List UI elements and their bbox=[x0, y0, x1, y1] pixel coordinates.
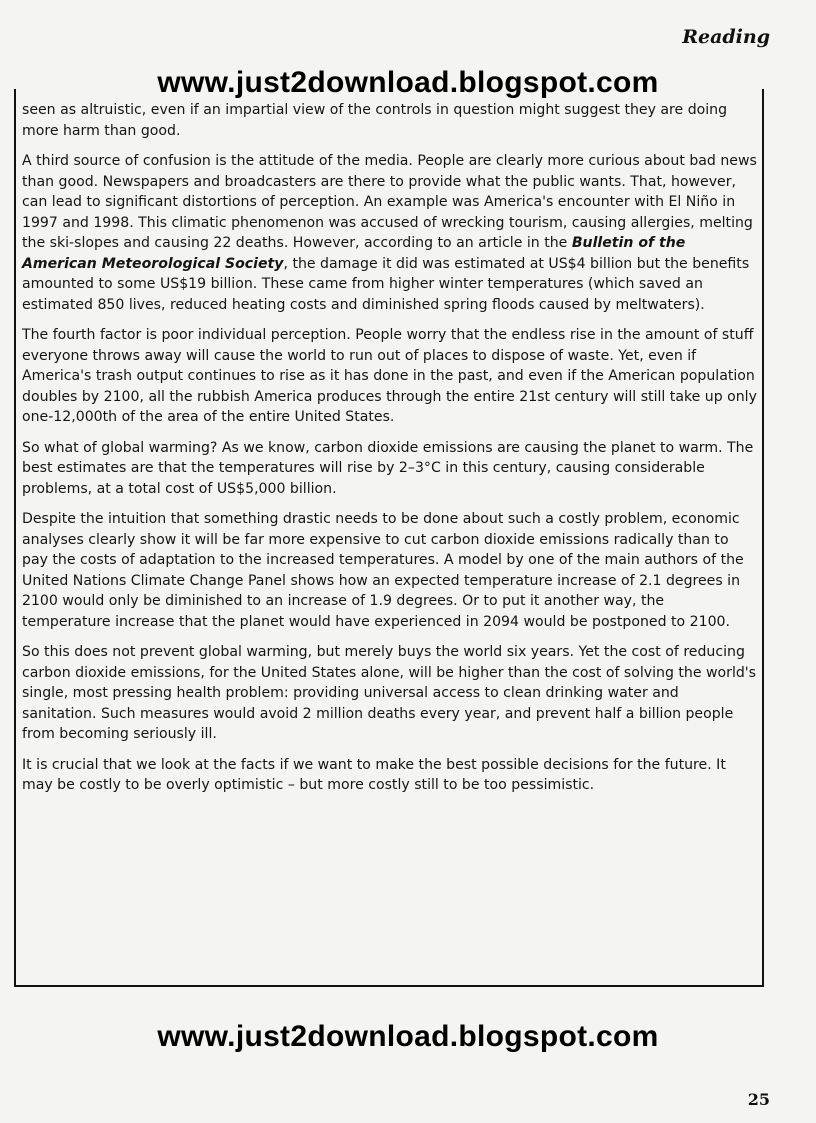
section-label: Reading bbox=[682, 26, 770, 48]
paragraph-6: So this does not prevent global warming, but merely buys the world six years. Yet the cost of reducing carbon dioxide emissions, for the United States alone, will be higher than the cost of solving the world's single, most pressing health problem: providing universal access to clean drinking water and sanitation. Such measures would avoid 2 million deaths every year, and prevent half a billion people from becoming seriously ill. bbox=[22, 644, 757, 742]
paragraph-2 bbox=[22, 151, 757, 315]
paragraph-2-text-a: A third source of confusion is the attitude of the media. People are clearly more curious about bad news than good. Newspapers and broadcasters are there to provide what the public wants. That, however, can lead to significant distortions of perception. An example was America's encounter with El Niño in 1997 and 1998. This climatic phenomenon was accused of wrecking tourism, causing allergies, melting the ski-slopes and causing 22 deaths. However, according to an article in the bbox=[22, 153, 757, 251]
paragraph-3: The fourth factor is poor individual perception. People worry that the endless rise in the amount of stuff everyone throws away will cause the world to run out of places to dispose of waste. Yet, even if America's trash output continues to rise as it has done in the past, and even if the American population doubles by 2100, all the rubbish America produces through the entire 21st century will still take up only one-12,000th of the area of the entire United States. bbox=[22, 327, 757, 425]
page-number: 25 bbox=[747, 1090, 770, 1109]
paragraph-7: It is crucial that we look at the facts if we want to make the best possible decisions for the future. It may be costly to be overly optimistic – but more costly still to be too pessimistic. bbox=[22, 756, 726, 793]
paragraph-5: Despite the intuition that something drastic needs to be done about such a costly problem, economic analyses clearly show it will be far more expensive to cut carbon dioxide emissions radically than to pay the costs of adaptation to the increased temperatures. A model by one of the main authors of the United Nations Climate Change Panel shows how an expected temperature increase of 2.1 degrees in 2100 would only be diminished to an increase of 1.9 degrees. Or to put it another way, the temperature increase that the planet would have experienced in 2094 would be postponed to 2100. bbox=[22, 511, 744, 630]
journal-title: Bulletin of the American Meteorological Society bbox=[22, 235, 686, 272]
paragraph-1: seen as altruistic, even if an impartial view of the controls in question might suggest they are doing more harm than good. bbox=[22, 102, 728, 139]
reading-passage bbox=[22, 100, 757, 806]
paragraph-4: So what of global warming? As we know, carbon dioxide emissions are causing the planet to warm. The best estimates are that the temperatures will rise by 2–3°C in this century, causing considerable problems, at a total cost of US$5,000 billion. bbox=[22, 439, 754, 497]
watermark-bottom: www.just2download.blogspot.com bbox=[157, 1020, 659, 1053]
watermark-top: www.just2download.blogspot.com bbox=[157, 66, 659, 99]
paragraph-2-text-b: , the damage it did was estimated at US$4 billion but the benefits amounted to some US$19 billion. These came from higher winter temperatures (which saved an estimated 850 lives, reduced heating costs and diminished spring floods caused by meltwaters). bbox=[22, 255, 750, 313]
